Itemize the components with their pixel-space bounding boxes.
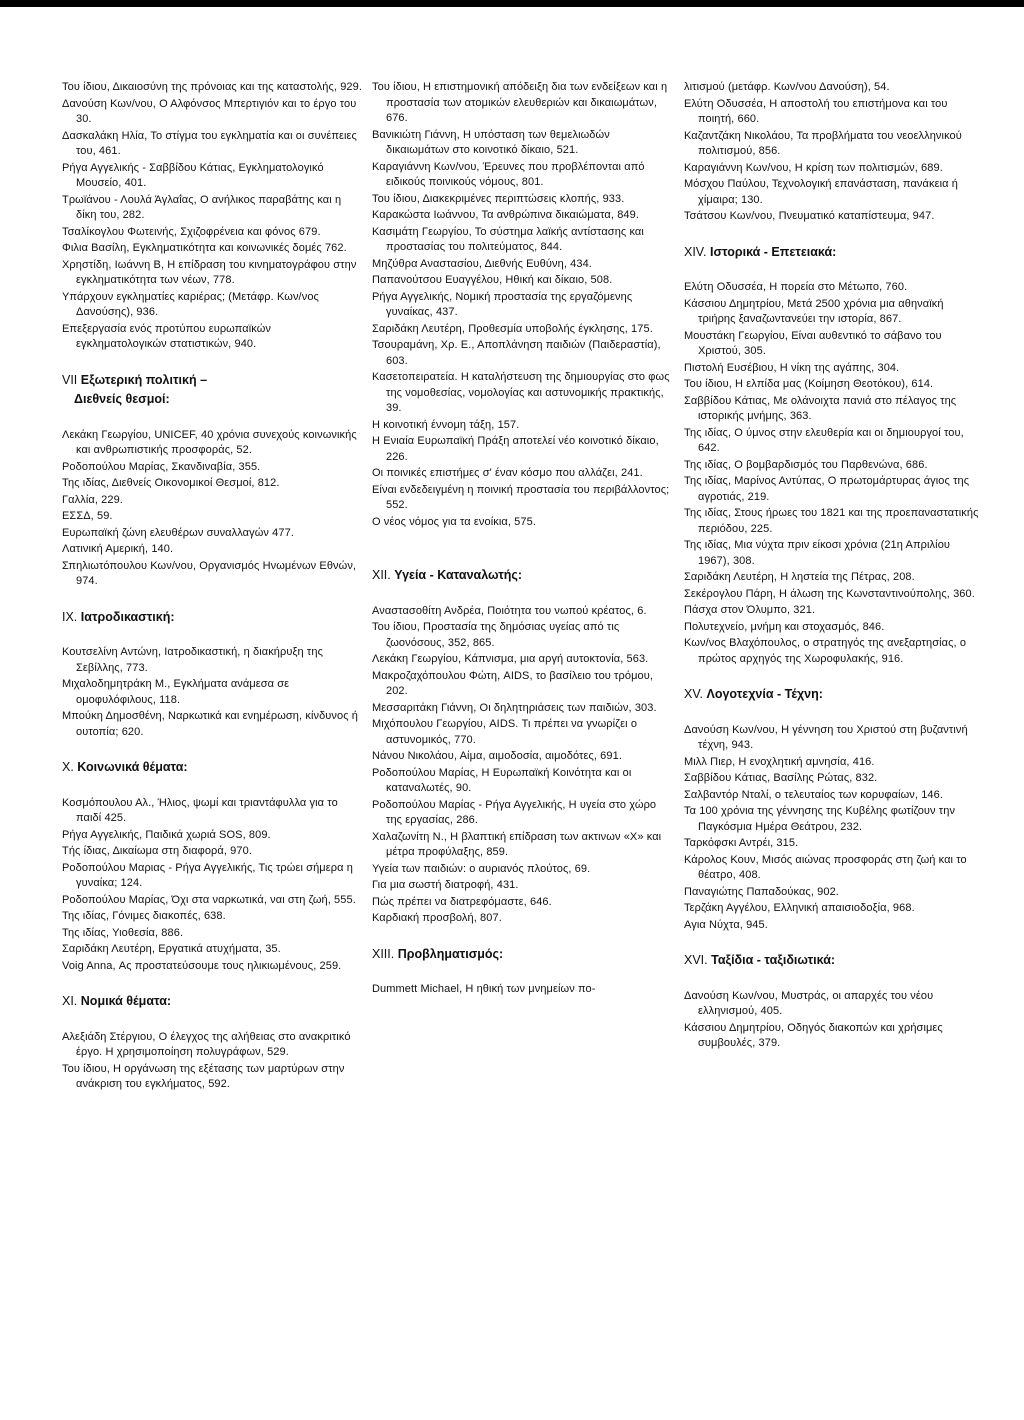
entry-list [372,604,672,927]
index-entry: Χρηστίδη, Ιωάννη Β, Η επίδραση του κινηματογράφου στην εγκληματικότητα των νέων, 778. [62,258,357,286]
index-entry: ΕΣΣΔ, 59. [62,510,113,522]
index-entry: Μόσχου Παύλου, Τεχνολογική επανάσταση, πανάκεια ή χίμαιρα; 130. [684,178,958,206]
index-entry: Κων/νος Βλαχόπουλος, ο στρατηγός της ανεξαρτησίας, ο πρώτος αρχηγός της Χωροφυλακής, 916. [684,637,967,665]
section-title: Ιατροδικαστική: [80,609,175,624]
section-heading-xv [684,687,984,703]
index-entry: Σαββίδου Κάτιας, Βασίλης Ρώτας, 832. [684,772,878,784]
section-number: XVI. [684,953,708,967]
index-entry: Σαριδάκη Λευτέρη, Προθεσμία υποβολής έγκλησης, 175. [372,322,653,335]
entry-list [62,428,362,590]
index-entry: Σαριδάκη Λευτέρη, Η ληστεία της Πέτρας, 208. [684,571,915,583]
index-entry: Dummett Michael, Η ηθική των μνημείων πο- [372,983,596,995]
index-entry: Τερζάκη Αγγέλου, Ελληνική απαισιοδοξία, 968. [684,902,915,914]
section-number: VII [62,372,78,387]
section-title: Λογοτεχνία - Τέχνη: [706,687,823,701]
entry-list [372,80,672,530]
index-entry: Λεκάκη Γεωργίου, Κάπνισμα, μια αργή αυτοκτονία, 563. [372,653,649,665]
index-entry: Τής ίδιας, Δικαίωμα στη διαφορά, 970. [62,845,252,857]
index-entry: Κασετοπειρατεία. Η καταλήστευση της δημιουργίας στο φως της νομοθεσίας, νομολογίας και αστυνομικής πρακτικής, 39. [372,371,670,414]
index-entry: Του ίδιου, Η ελπίδα μας (Κοίμηση Θεοτόκου), 614. [684,378,934,390]
section-subtitle: Διεθνείς θεσμοί: [74,392,170,406]
index-entry: Κάρολος Κουν, Μισός αιώνας προσφοράς στη ζωή και το θέατρο, 408. [684,853,967,881]
index-entry: Βανικιώτη Γιάννη, Η υπόσταση των θεμελιωδών δικαιωμάτων στο κοινοτικό δίκαιο, 521. [372,128,610,156]
entry-list [62,1030,362,1093]
index-entry: Αγια Νύχτα, 945. [684,918,768,931]
index-entry: Ροδοπούλου Μαριας - Ρήγα Αγγελικής, Τις τρώει σήμερα η γυναίκα; 124. [62,861,353,889]
section-number: XIII. [372,946,395,961]
index-entry: Της ιδίας, Μαρίνος Αντύπας, Ο πρωτομάρτυρας άγιος της αγροτιάς, 219. [684,475,970,503]
entry-list [684,80,984,225]
index-entry: Αναστασοθίτη Ανδρέα, Ποιότητα του νωπού κρέατος, 6. [372,604,647,617]
index-entry: Της ιδίας, Ο βομβαρδισμός του Παρθενώνα, 686. [684,458,928,471]
index-entry: Ροδοπούλου Μαρίας - Ρήγα Αγγελικής, Η υγεία στο χώρο της εργασίας, 286. [372,798,657,826]
index-entry: Καρδιακή προσβολή, 807. [372,912,502,924]
section-number: IX. [62,609,78,624]
entry-list [372,982,672,998]
section-title: Εξωτερική πολιτική – [80,372,208,387]
section-number: XII. [372,568,391,582]
section-heading-xi [62,994,362,1010]
index-entry: λιτισμού (μετάφρ. Κων/νου Δανούση), 54. [684,81,890,93]
index-entry: Υπάρχουν εγκληματίες καριέρας; (Μετάφρ. Κων/νος Δανούσης), 936. [62,290,319,318]
index-entry: Ροδοπούλου Μαρίας, Σκανδιναβία, 355. [62,460,261,473]
index-entry: Ροδοπούλου Μαρίας, Όχι στα ναρκωτικά, ναι στη ζωή, 555. [62,893,356,906]
index-column-2 [372,80,672,999]
section-heading-ix [62,610,362,626]
entry-list [684,723,984,934]
index-entry: Μουστάκη Γεωργίου, Είναι αυθεντικό το σάβανο του Χριστού, 305. [684,329,942,357]
index-entry: Νάνου Νικολάου, Αίμα, αιμοδοσία, αιμοδότες, 691. [372,750,622,762]
entry-list [684,280,984,667]
index-entry: Ελύτη Οδυσσέα, Η αποστολή του επιστήμονα και του ποιητή, 660. [684,97,948,125]
index-entry: Voig Anna, Ας προστατεύσουμε τους ηλικιωμένους, 259. [62,959,342,972]
index-entry: Οι ποινικές επιστήμες σ' έναν κόσμο που αλλάζει, 241. [372,467,643,479]
index-column-1 [62,80,362,1094]
index-entry: Σεκέρογλου Πάρη, Η άλωση της Κωνσταντινούπολης, 360. [684,587,975,600]
index-entry: Μιχαλοδημητράκη Μ., Εγκλήματα ανάμεσα σε ομοφυλόφιλους, 118. [62,678,290,706]
index-entry: Δανούση Κων/νου, Ο Αλφόνσος Μπερτιγιόν και το έργο του 30. [62,97,357,125]
index-entry: Της ιδίας, Υιοθεσία, 886. [62,926,184,939]
index-entry: Του ίδιου, Η επιστημονική απόδειξη δια των ενδείξεων και η προστασία των ατομικών ελευθεριών και δικαιωμάτων, 676. [372,81,668,124]
index-entry: Λεκάκη Γεωργίου, UNICEF, 40 χρόνια συνεχούς κοινωνικής και ανθρωπιστικής προσφοράς, 52. [62,428,357,456]
index-entry: Δανούση Κων/νου, Η γέννηση του Χριστού στη βυζαντινή τέχνη, 943. [684,723,968,751]
index-entry: Τα 100 χρόνια της γέννησης της Κυβέλης φωτίζουν την Παγκόσμια Ημέρα Θεάτρου, 232. [684,805,956,833]
index-entry: Της ιδίας, Γόνιμες διακοπές, 638. [62,910,226,922]
index-entry: Σαριδάκη Λευτέρη, Εργατικά ατυχήματα, 35. [62,943,281,955]
section-title: Προβληματισμός: [397,946,504,961]
index-entry: Καραγιάννη Κων/νου, Η κρίση των πολιτισμών, 689. [684,161,943,174]
index-entry: Μιλλ Πιερ, Η ενοχλητική αμνησία, 416. [684,755,875,768]
index-entry: Τσάτσου Κων/νου, Πνευματικό καταπίστευμα, 947. [684,210,935,222]
index-entry: Μακροζαχόπουλου Φώτη, AIDS, το βασίλειο του τρόμου, 202. [372,669,654,697]
index-entry: Μεσσαριτάκη Γιάννη, Οι δηλητηριάσεις των παιδιών, 303. [372,701,657,714]
section-heading-xvi [684,953,984,969]
index-entry: Καραγιάννη Κων/νου, Έρευνες που προβλέπονται από ειδικούς ποινικούς νόμους, 801. [372,160,645,188]
index-entry: Καρακώστα Ιωάννου, Τα ανθρώπινα δικαιώματα, 849. [372,209,640,221]
index-entry: Καζαντζάκη Νικολάου, Τα προβλήματα του νεοελληνικού πολιτισμού, 856. [684,129,962,157]
index-entry: Τρωϊάνου - Λουλά Άγλαΐας, Ο ανήλικος παραβάτης και η δίκη του, 282. [62,193,342,221]
section-title: Ιστορικά - Επετειακά: [709,244,837,259]
index-entry: Επεξεργασία ενός προτύπου ευρωπαϊκών εγκληματολογικών στατιστικών, 940. [62,322,271,350]
section-heading-vii [62,373,362,389]
index-entry: Πάσχα στον Όλυμπο, 321. [684,604,816,616]
section-title: Υγεία - Καταναλωτής: [394,568,523,582]
index-entry: Ροδοπούλου Μαρίας, Η Ευρωπαϊκή Κοινότητα και οι καταναλωτές, 90. [372,766,632,794]
index-entry: Τσουραμάνη, Χρ. Ε., Αποπλάνηση παιδιών (Παιδεραστία), 603. [372,339,661,367]
index-entry: Μηζύθρα Αναστασίου, Διεθνής Ευθύνη, 434. [372,257,592,270]
entry-list [62,796,362,975]
index-entry: Ελύτη Οδυσσέα, Η πορεία στο Μέτωπο, 760. [684,281,908,293]
section-heading-xiv [684,245,984,261]
section-heading-xiii [372,947,672,963]
index-entry: Φιλια Βασίλη, Εγκληματικότητα και κοινωνικές δομές 762. [62,242,347,254]
index-entry: Δασκαλάκη Ηλία, Το στίγμα του εγκληματία και οι συνέπειες του, 461. [62,129,357,157]
index-entry: Χαλαζωνίτη Ν., Η βλαπτική επίδραση των ακτινων «Χ» και μέτρα προφύλαξης, 859. [372,830,662,858]
index-entry: Κουτσελίνη Αντώνη, Ιατροδικαστική, η διακήρυξη της Σεβίλλης, 773. [62,646,323,674]
section-number: XIV. [684,244,707,259]
index-entry: Κοσμόπουλου Αλ., Ήλιος, ψωμί και τριαντάφυλλα για το παιδί 425. [62,796,338,824]
index-entry: Υγεία των παιδιών: ο αυριανός πλούτος, 69. [372,862,591,875]
entry-list [684,989,984,1052]
index-entry: Κασιμάτη Γεωργίου, Το σύστημα λαϊκής αντίστασης και προστασίας του πολιτεύματος, 844. [372,225,644,253]
index-entry: Της ιδίας, Στους ήρωες του 1821 και της προεπαναστατικής περιόδου, 225. [684,507,979,535]
index-entry: Αλεξιάδη Στέργιου, Ο έλεγχος της αλήθειας στο ανακριτικό έργο. Η χρησιμοποίηση πολυγράφων, 529. [62,1030,351,1058]
index-entry: Πιστολή Ευσέβιου, Η νίκη της αγάπης, 304. [684,361,900,374]
index-entry: Ρήγα Αγγελικής - Σαββίδου Κάτιας, Εγκληματολογικό Μουσείο, 401. [62,161,324,189]
section-title: Κοινωνικά θέματα: [77,760,188,774]
index-entry: Μπούκη Δημοσθένη, Ναρκωτικά και ενημέρωση, κίνδυνος ή ουτοπία; 620. [62,710,359,738]
index-entry: Δανούση Κων/νου, Μυστράς, οι απαρχές του νέου ελληνισμού, 405. [684,989,934,1017]
index-entry: Της ιδίας, Διεθνείς Οικονομικοί Θεσμοί, 812. [62,477,280,489]
index-entry: Παναγιώτης Παπαδούκας, 902. [684,885,839,898]
section-number: XV. [684,687,704,701]
index-entry: Του ίδιου, Δικαιοσύνη της πρόνοιας και της καταστολής, 929. [62,81,363,93]
index-entry: Ταρκόφσκι Αντρέι, 315. [684,837,799,849]
index-entry: Ρήγα Αγγελικής, Παιδικά χωριά SOS, 809. [62,828,271,841]
index-entry: Ο νέος νόμος για τα ενοίκια, 575. [372,515,536,528]
section-heading-x [62,760,362,776]
section-number: XI. [62,994,78,1008]
top-border-bar [0,0,1024,7]
index-entry: Σαλβαντόρ Νταλί, ο τελευταίος των κορυφαίων, 146. [684,788,944,801]
index-column-3 [684,80,984,1053]
index-entry: Ρήγα Αγγελικής, Νομική προστασία της εργαζόμενης γυναίκας, 437. [372,290,633,318]
index-entry: Τσαλίκογλου Φωτεινής, Σχιζοφρένεια και φόνος 679. [62,225,321,238]
index-entry: Ευρωπαϊκή ζώνη ελευθέρων συναλλαγών 477. [62,526,294,539]
index-entry: Παπανούτσου Ευαγγέλου, Ηθική και δίκαιο, 508. [372,274,613,286]
index-entry: Του ίδιου, Διακεκριμένες περιπτώσεις κλοπής, 933. [372,192,625,205]
index-entry: Κάσσιου Δημητρίου, Οδηγός διακοπών και χρήσιμες συμβουλές, 379. [684,1021,943,1049]
index-entry: Λατινική Αμερική, 140. [62,543,174,555]
index-entry: Πώς πρέπει να διατρεφόμαστε, 646. [372,895,552,908]
index-entry: Η Ενιαία Ευρωπαϊκή Πράξη αποτελεί νέο κοινοτικό δίκαιο, 226. [372,435,659,463]
index-entry: Πολυτεχνείο, μνήμη και στοχασμός, 846. [684,620,885,633]
index-entry: Γαλλία, 229. [62,493,123,506]
index-entry: Του ίδιου, Προστασία της δημόσιας υγείας από τις ζωονόσους, 352, 865. [372,621,620,649]
index-entry: Η κοινοτική έννομη τάξη, 157. [372,418,520,431]
index-entry: Είναι ενδεδειγμένη η ποινική προστασία του περιβάλλοντος; 552. [372,483,670,511]
index-entry: Σπηλιωτόπουλου Κων/νου, Οργανισμός Ηνωμένων Εθνών, 974. [62,559,357,587]
index-entry: Κάσσιου Δημητρίου, Μετά 2500 χρόνια μια αθηναϊκή τριήρης ξαναζωντανεύει την ιστορία, 867. [684,297,944,325]
index-entry: Της ιδίας, Μια νύχτα πριν είκοσι χρόνια (21η Απριλίου 1967), 308. [684,539,951,567]
index-entry: Σαββίδου Κάτιας, Με ολάνοιχτα πανιά στο πέλαγος της ιστορικής μνήμης, 363. [684,394,957,422]
entry-list [62,645,362,740]
index-entry: Μιχόπουλου Γεωργίου, AIDS. Τι πρέπει να γνωρίζει ο αστυνομικός, 770. [372,718,638,746]
entry-list [62,80,362,353]
index-entry: Της ιδίας, Ο ύμνος στην ελευθερία και οι δημιουργοί του, 642. [684,426,964,454]
index-entry: Για μια σωστή διατροφή, 431. [372,879,519,891]
section-title: Νομικά θέματα: [80,994,172,1008]
section-heading-xii [372,568,672,584]
section-number: X. [62,760,74,774]
index-entry: Του ίδιου, Η οργάνωση της εξέτασης των μαρτύρων στην ανάκριση του εγκλήματος, 592. [62,1062,345,1090]
section-title: Ταξίδια - ταξιδιωτικά: [711,953,836,967]
